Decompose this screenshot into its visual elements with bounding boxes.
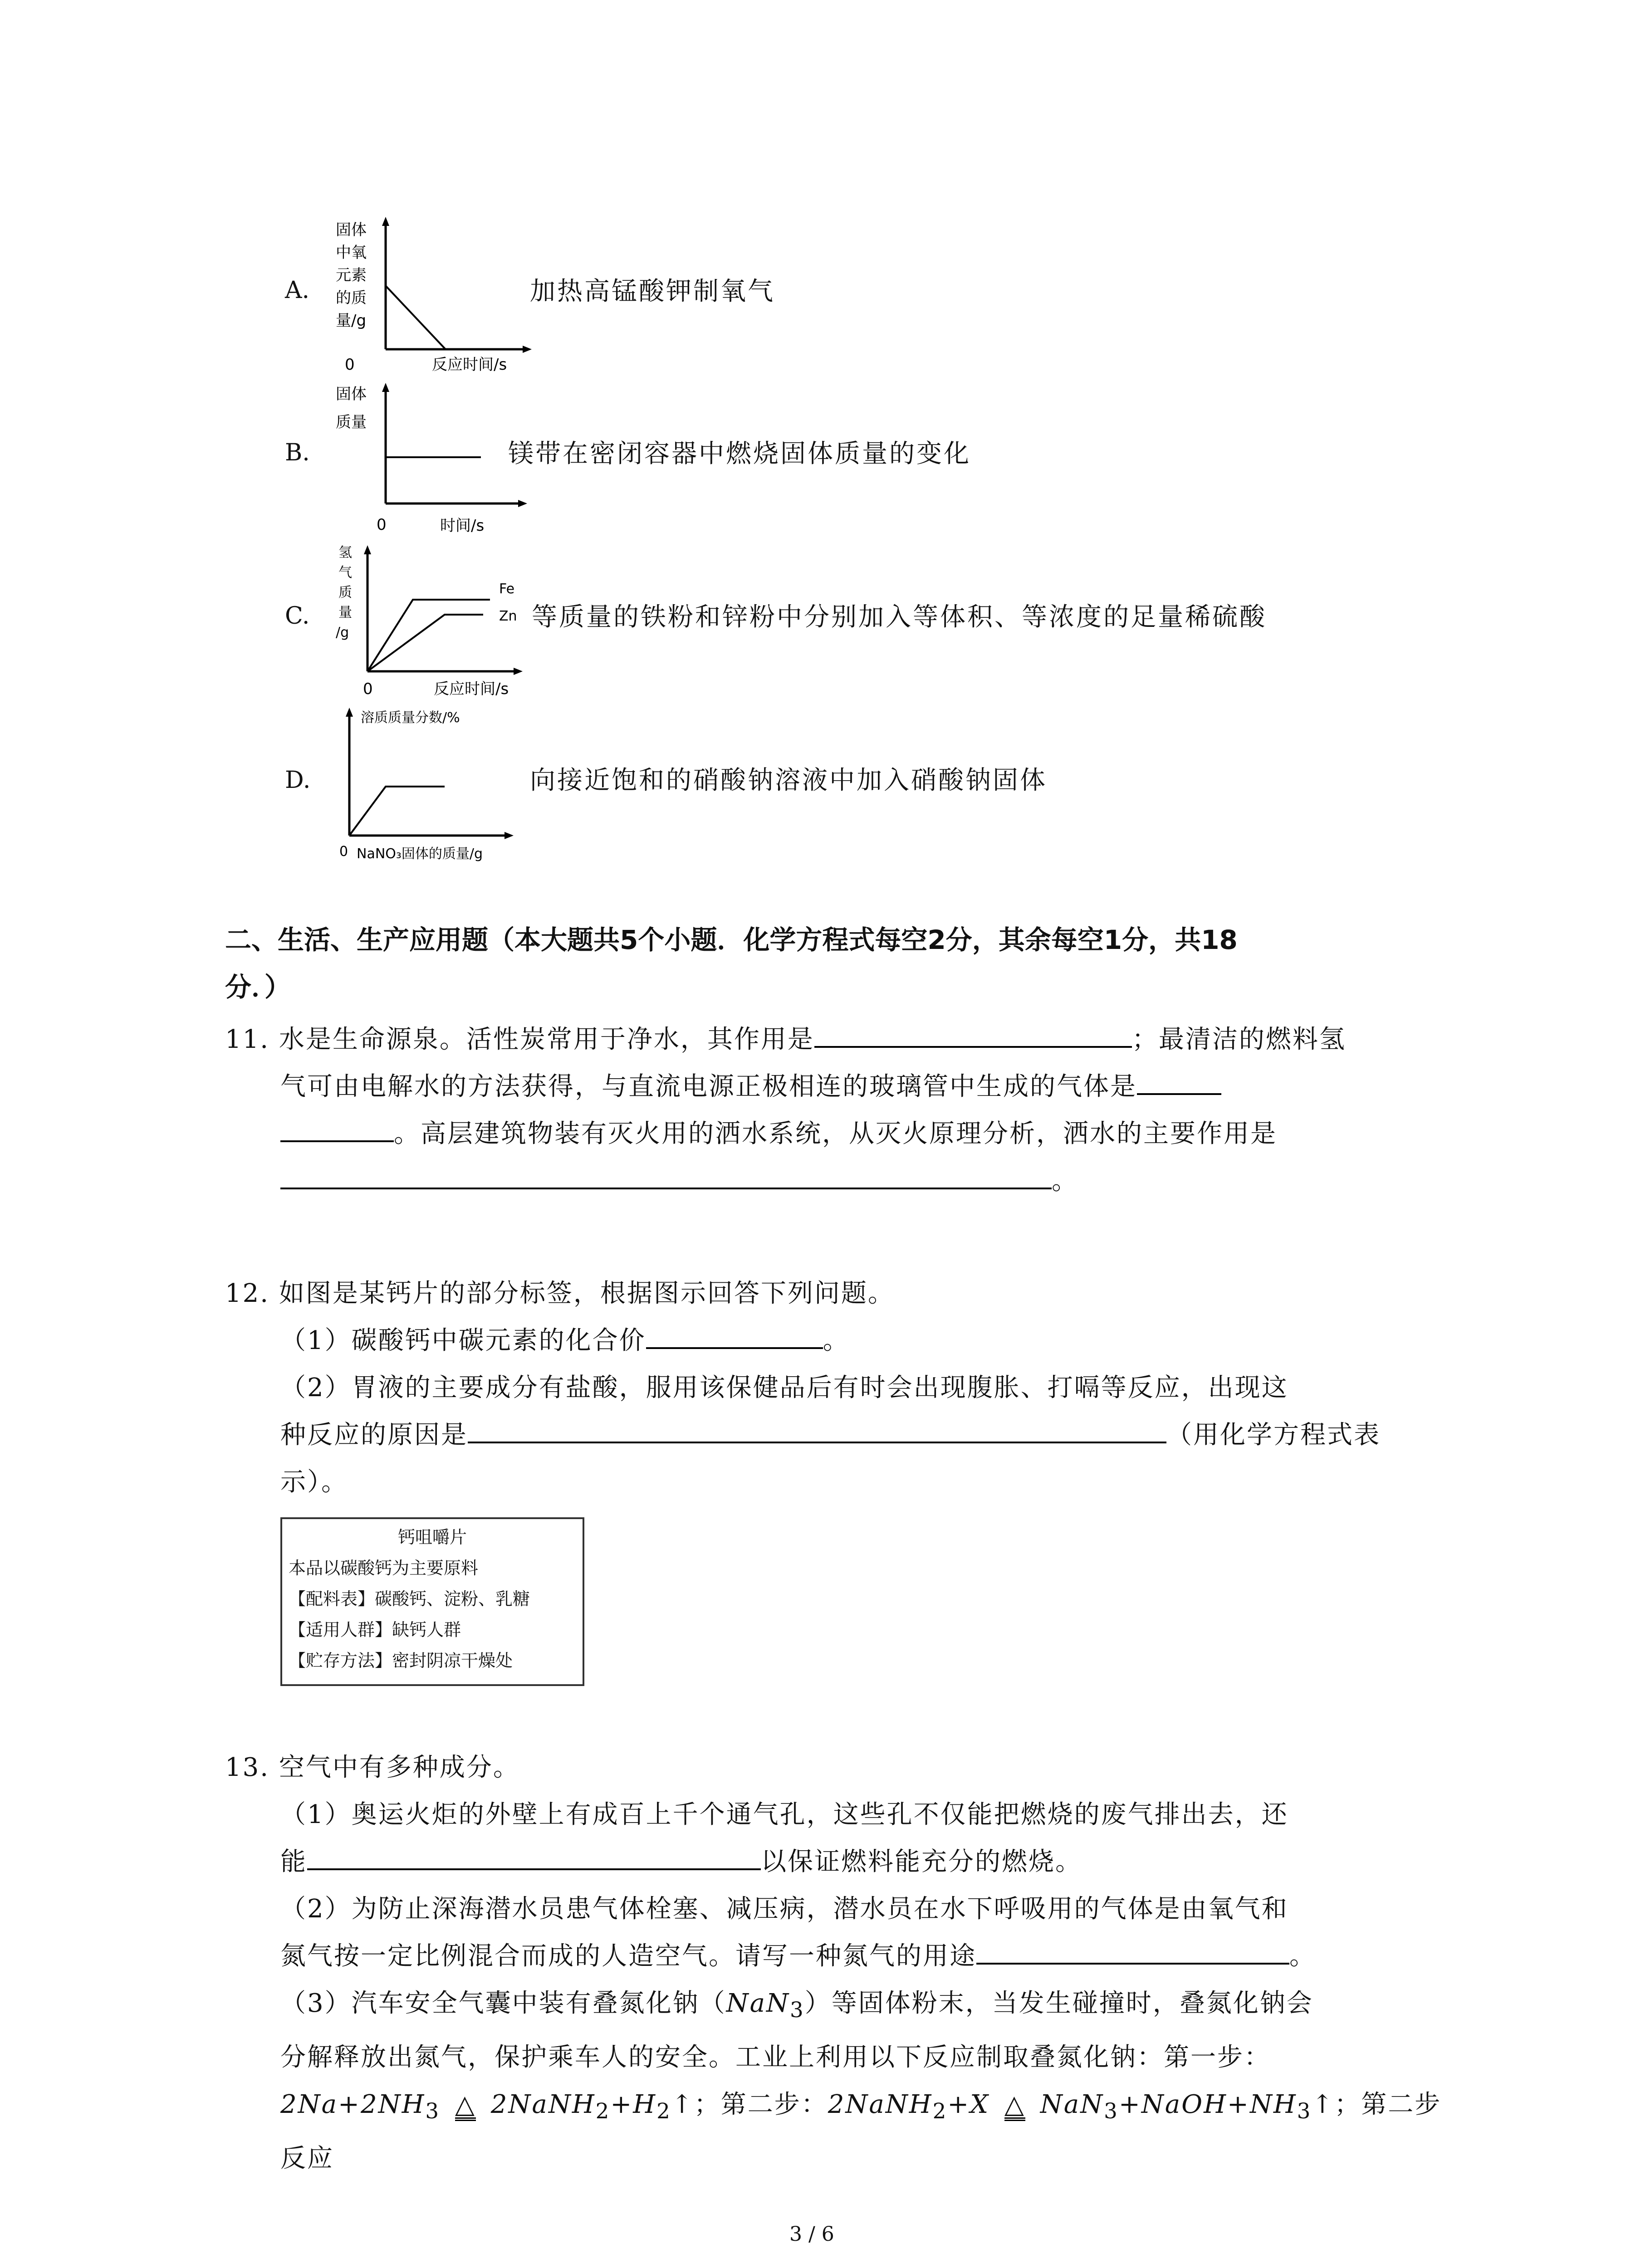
q13-text: （3）汽车安全气囊中装有叠氮化钠（ [280, 1989, 726, 2018]
x-arrow [523, 346, 532, 353]
q13-text: 氮气按一定比例混合而成的人造空气。请写一种氮气的用途 [280, 1941, 976, 1971]
x-arrow [518, 500, 527, 507]
option-a-graph [327, 213, 554, 376]
q12-text: 示）。 [280, 1467, 348, 1497]
q13-text: ；第二步反应 [280, 2090, 1442, 2174]
q12-text: （2）胃液的主要成分有盐酸，服用该保健品后有时会出现腹胀、打嗝等反应，出现这 [280, 1373, 1288, 1403]
heat-condition-sign: △ [1004, 2092, 1025, 2121]
q11-answer-blank-2[interactable] [1137, 1064, 1221, 1095]
eq2-products: NaN [1040, 2090, 1104, 2120]
option-c-letter: C. [285, 602, 310, 630]
eq1-reactants: 2Na+2NH [280, 2090, 426, 2120]
q12-answer-blank-1[interactable] [646, 1318, 823, 1349]
q11-answer-blank-3[interactable] [280, 1158, 1052, 1189]
y-axis-label: 溶质质量分数/% [361, 710, 460, 726]
option-b-description: 镁带在密闭容器中燃烧固体质量的变化 [508, 439, 971, 469]
q13-text: ）等固体粉末，当发生碰撞时，叠氮化钠会 [804, 1989, 1313, 2018]
question-12 [225, 1270, 1450, 1506]
y-label-line: /g [336, 625, 349, 640]
origin-label: 0 [339, 844, 348, 860]
q12-text: （1）碳酸钙中碳元素的化合价 [280, 1326, 646, 1355]
y-label-line: 固体 [336, 385, 367, 403]
page-number: 3 / 6 [789, 2223, 834, 2246]
y-label-line: 中氧 [336, 244, 367, 262]
x-axis-label: 反应时间/s [432, 356, 507, 374]
q11-answer-blank-1[interactable] [814, 1017, 1132, 1048]
y-label-line: 量/g [336, 312, 367, 330]
q13-text: 能 [280, 1847, 307, 1877]
q12-text: 。 [823, 1326, 850, 1355]
option-d-letter: D. [285, 767, 311, 794]
eq-sub: 3 [425, 2099, 441, 2124]
section-heading-line: 分．） [225, 972, 291, 1002]
eq-sub: 3 [1297, 2099, 1312, 2124]
y-label-line: 量 [338, 605, 352, 621]
eq2-products: +NaOH+NH [1118, 2090, 1297, 2120]
y-label-line: 质 [338, 585, 352, 601]
y-label-line: 气 [338, 565, 352, 581]
q13-answer-blank-2[interactable] [976, 1934, 1289, 1965]
x-axis-label: NaNO₃固体的质量/g [357, 846, 483, 862]
y-arrow [346, 708, 353, 717]
label-title: 钙咀嚼片 [397, 1527, 467, 1547]
q11-text: 气可由电解水的方法获得，与直流电源正极相连的玻璃管中生成的气体是 [280, 1072, 1137, 1101]
formula: NaN [726, 1989, 790, 2018]
question-11 [225, 1016, 1450, 1205]
option-a-description: 加热高锰酸钾制氧气 [530, 277, 775, 306]
q13-text: （1）奥运火炬的外壁上有成百上千个通气孔，这些孔不仅能把燃烧的废气排出去，还 [280, 1800, 1288, 1829]
eq-sub: 2 [595, 2099, 611, 2124]
formula-sub: 3 [790, 1998, 805, 2023]
q12-text: （用化学方程式表 [1166, 1420, 1381, 1450]
option-b-letter: B. [285, 439, 310, 466]
x-arrow [514, 668, 523, 675]
q13-text: 。 [1289, 1941, 1316, 1971]
series-fe-line [367, 600, 490, 671]
x-axis-label: 时间/s [440, 517, 485, 535]
eq-sub: 2 [656, 2099, 671, 2124]
option-c-description: 等质量的铁粉和锌粉中分别加入等体积、等浓度的足量稀硫酸 [532, 602, 1267, 632]
plot-line [349, 787, 445, 836]
q11-text: 。高层建筑物装有灭火用的洒水系统，从灭火原理分析，洒水的主要作用是 [394, 1119, 1277, 1149]
q13-text: （2）为防止深海潜水员患气体栓塞、减压病，潜水员在水下呼吸用的气体是由氧气和 [280, 1894, 1288, 1924]
q13-text: 以保证燃料能充分的燃烧。 [761, 1847, 1082, 1877]
q13-answer-blank-1[interactable] [307, 1839, 761, 1870]
q11-answer-blank-2-cont[interactable] [280, 1111, 394, 1142]
gas-arrow: ↑ [671, 2090, 694, 2120]
label-line: 【贮存方法】密封阴凉干燥处 [289, 1651, 513, 1671]
y-arrow [364, 545, 371, 554]
heat-condition-sign: △ [455, 2092, 476, 2121]
eq-sub: 3 [1104, 2099, 1119, 2124]
q11-text: 。 [1052, 1166, 1078, 1196]
plot-line [386, 286, 446, 349]
q12-stem: 12. 如图是某钙片的部分标签，根据图示回答下列问题。 [225, 1279, 895, 1308]
option-d-description: 向接近饱和的硝酸钠溶液中加入硝酸钠固体 [530, 766, 1047, 795]
option-c-graph [327, 540, 554, 703]
eq1-products: 2NaNH [490, 2090, 596, 2120]
eq2-reactants: 2NaNH [828, 2090, 933, 2120]
section-heading-line: 二、生活、生产应用题（本大题共5个小题．化学方程式每空2分，其余每空1分，共18 [225, 924, 1238, 955]
section-heading [225, 916, 1238, 1011]
q11-text: 11. 水是生命源泉。活性炭常用于净水，其作用是 [225, 1025, 814, 1054]
question-13 [225, 1744, 1450, 2182]
y-label-line: 元素 [336, 266, 367, 284]
label-line: 【配料表】碳酸钙、淀粉、乳糖 [289, 1589, 530, 1609]
y-label-line: 氢 [338, 545, 352, 561]
reaction-equations [225, 2081, 1450, 2182]
y-arrow [382, 217, 389, 226]
y-label-line: 的质 [336, 289, 367, 307]
origin-label: 0 [345, 356, 355, 374]
q12-text: 种反应的原因是 [280, 1420, 468, 1450]
x-arrow [505, 832, 514, 839]
q11-text: ；最清洁的燃料氢 [1132, 1025, 1346, 1054]
eq2-reactants: +X [947, 2090, 990, 2120]
eq1-products: +H [610, 2090, 657, 2120]
x-axis-label: 反应时间/s [434, 680, 509, 698]
option-a-letter: A. [285, 277, 310, 304]
origin-label: 0 [377, 516, 387, 534]
calcium-tablet-label [280, 1517, 584, 1686]
q13-stem: 13. 空气中有多种成分。 [225, 1753, 520, 1782]
label-line: 本品以碳酸钙为主要原料 [289, 1558, 479, 1578]
gas-arrow: ↑ [1312, 2090, 1335, 2120]
series-fe-label: Fe [499, 581, 515, 597]
y-label-line: 质量 [336, 413, 367, 431]
eq-sub: 2 [932, 2099, 948, 2124]
q13-text: 分解释放出氮气，保护乘车人的安全。工业上利用以下反应制取叠氮化钠：第一步： [280, 2043, 1271, 2072]
origin-label: 0 [363, 680, 373, 698]
q12-answer-blank-2[interactable] [468, 1413, 1166, 1443]
label-line: 【适用人群】缺钙人群 [289, 1620, 461, 1640]
y-arrow [382, 383, 389, 392]
series-zn-label: Zn [499, 608, 517, 624]
y-label-line: 固体 [336, 221, 367, 239]
option-d-graph [327, 704, 554, 867]
q13-text: ；第二步： [694, 2090, 828, 2120]
